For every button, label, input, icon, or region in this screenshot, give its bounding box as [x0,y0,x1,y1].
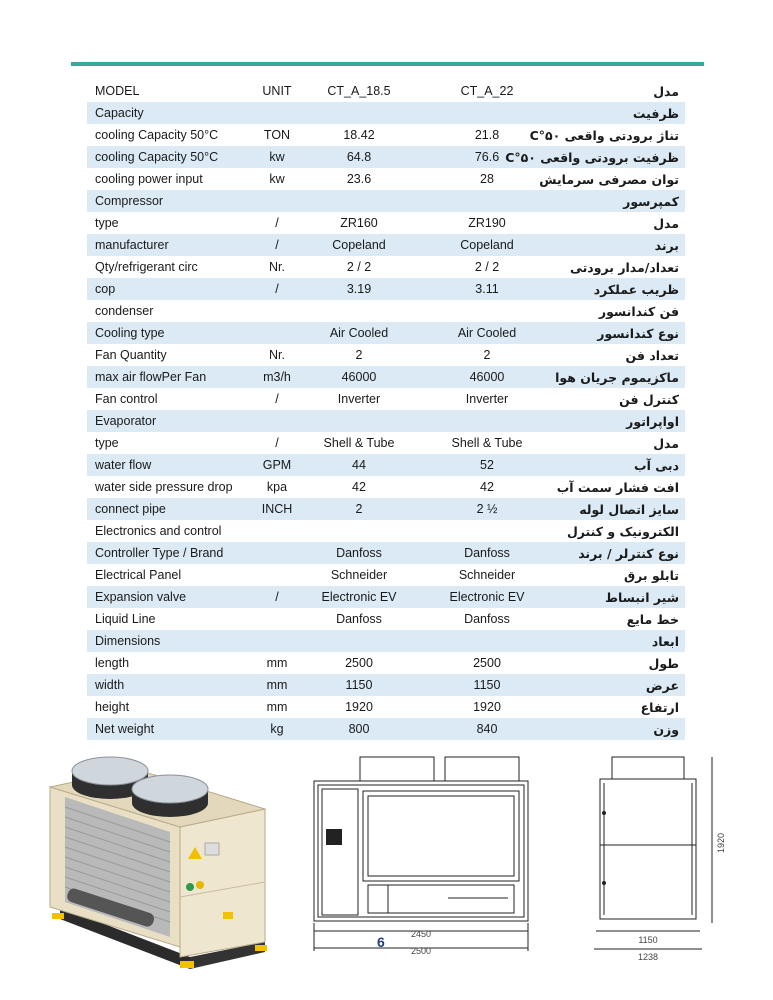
front-dim-outer: 2500 [410,946,432,956]
spec-row [87,564,685,586]
spec-label: Controller Type / Brand [87,542,255,564]
spec-label: length [95,656,130,670]
spec-value-ct-a-18-5: Schneider [330,568,388,582]
spec-row [87,168,685,190]
spec-label: cooling Capacity 50°C [95,128,219,142]
spec-value-ct-a-18-5: 2500 [345,656,373,670]
spec-unit: / [275,216,279,230]
spec-unit: kpa [266,480,288,494]
spec-value-ct-a-18-5: 800 [299,718,419,740]
spec-value-ct-a-22 [419,630,555,652]
spec-label: Qty/refrigerant circ [95,260,198,274]
spec-row [87,454,685,476]
spec-row [87,102,685,124]
spec-value-ct-a-22: 2 [483,348,491,362]
spec-row [87,146,685,168]
spec-label: type [95,436,119,450]
spec-label-fa: نوع کندانسور [555,322,685,344]
spec-unit: INCH [255,498,299,520]
spec-label: width [87,674,255,696]
spec-value-ct-a-18-5: CT_A_18.5 [327,84,391,98]
spec-value-ct-a-22: Air Cooled [419,322,555,344]
spec-unit: / [255,278,299,300]
spec-label: Fan control [95,392,158,406]
spec-value-ct-a-18-5 [299,520,419,542]
spec-label: Capacity [87,102,255,124]
spec-unit: Nr. [269,260,285,274]
spec-value-ct-a-18-5: 1920 [345,700,373,714]
spec-value-ct-a-18-5: 2 [355,348,363,362]
spec-row [87,344,685,366]
spec-value-ct-a-22: 1920 [473,700,501,714]
side-view-drawing [590,753,740,978]
spec-value-ct-a-18-5 [299,190,419,212]
spec-value-ct-a-18-5: 46000 [299,366,419,388]
spec-value-ct-a-22: 21.8 [474,128,500,142]
spec-row [87,674,685,696]
spec-value-ct-a-18-5: 2 [299,498,419,520]
spec-label-fa: تعداد/مدار برودتی [569,259,679,275]
spec-unit: / [275,392,279,406]
spec-label: Fan Quantity [95,348,167,362]
spec-unit: GPM [255,454,299,476]
spec-row [87,388,685,410]
spec-value-ct-a-22: 1150 [419,674,555,696]
spec-row [87,322,685,344]
spec-row [87,80,685,102]
spec-value-ct-a-18-5: 18.42 [343,128,375,142]
spec-label-fa: تابلو برق [623,567,679,583]
spec-value-ct-a-18-5: 1150 [299,674,419,696]
spec-unit: Nr. [269,348,285,362]
spec-row [87,630,685,652]
spec-label: type [95,216,119,230]
page-number: 6 [377,934,385,950]
spec-label-fa: مدل [653,83,679,99]
spec-value-ct-a-18-5 [299,300,419,322]
spec-label-fa: عرض [555,674,685,696]
spec-unit: / [255,586,299,608]
spec-label: MODEL [95,84,140,98]
spec-value-ct-a-18-5: Inverter [337,392,381,406]
spec-value-ct-a-22: 42 [480,480,494,494]
spec-unit: mm [255,674,299,696]
spec-value-ct-a-22: Copeland [419,234,555,256]
spec-label: Cooling type [87,322,255,344]
spec-label-fa: تناژ برودتی واقعی ۵۰°C [529,127,679,143]
side-dim-inner: 1150 [638,935,658,945]
spec-value-ct-a-22: ZR190 [468,216,506,230]
spec-value-ct-a-18-5: 2 / 2 [346,260,372,274]
spec-value-ct-a-22: Inverter [465,392,509,406]
spec-label-fa: برند [555,234,685,256]
spec-unit: kw [269,172,285,186]
spec-row [87,718,685,740]
spec-label-fa: ظریب عملکرد [555,278,685,300]
spec-label-fa: الکترونیک و کنترل [566,523,679,539]
spec-value-ct-a-22: Electronic EV [419,586,555,608]
spec-label: connect pipe [87,498,255,520]
spec-label-fa: کنترل فن [619,391,679,407]
spec-value-ct-a-22: 76.6 [419,146,555,168]
spec-label-fa: سایز اتصال لوله [555,498,685,520]
spec-value-ct-a-22: 3.11 [419,278,555,300]
spec-unit [255,300,299,322]
spec-label-fa: ظرفیت برودتی واقعی ۵۰°C [555,146,685,168]
spec-value-ct-a-22: Schneider [458,568,516,582]
spec-label: max air flowPer Fan [87,366,255,388]
spec-label: Electrical Panel [95,568,182,582]
spec-label-fa: توان مصرفی سرمایش [539,171,679,187]
spec-unit [255,630,299,652]
front-view-drawing [308,753,538,978]
spec-label-fa: شیر انبساط [555,586,685,608]
spec-row [87,432,685,454]
spec-value-ct-a-22: 840 [419,718,555,740]
spec-row [87,696,685,718]
spec-value-ct-a-18-5 [299,410,419,432]
spec-value-ct-a-18-5 [299,102,419,124]
header-accent-bar [71,62,704,66]
spec-unit: UNIT [262,84,292,98]
spec-label-fa: نوع کنترلر / برند [555,542,685,564]
spec-unit: TON [263,128,291,142]
spec-value-ct-a-18-5: Electronic EV [299,586,419,608]
spec-table [87,80,685,740]
spec-row [87,300,685,322]
spec-value-ct-a-22: 2 ½ [419,498,555,520]
spec-row [87,586,685,608]
spec-unit [255,608,299,630]
spec-label: Compressor [87,190,255,212]
spec-value-ct-a-18-5: Air Cooled [299,322,419,344]
spec-label-fa: وزن [555,718,685,740]
spec-row [87,608,685,630]
spec-label-fa: مدل [653,435,679,451]
spec-label: cooling power input [95,172,203,186]
spec-label-fa: اواپراتور [555,410,685,432]
spec-label-fa: فن کندانسور [598,303,679,319]
spec-value-ct-a-22: 28 [480,172,494,186]
spec-label: Evaporator [87,410,255,432]
spec-value-ct-a-18-5: 64.8 [299,146,419,168]
spec-label: manufacturer [87,234,255,256]
spec-label-fa: تعداد فن [625,347,679,363]
spec-value-ct-a-18-5: Danfoss [299,542,419,564]
spec-value-ct-a-22 [419,410,555,432]
spec-row [87,256,685,278]
spec-value-ct-a-22: 52 [419,454,555,476]
spec-value-ct-a-18-5: 42 [352,480,366,494]
spec-label-fa: کمپرسور [555,190,685,212]
spec-label-fa: خط مایع [626,611,679,627]
spec-label-fa: مدل [653,215,679,231]
spec-label-fa: طول [648,655,679,671]
spec-label-fa: ماکزیموم جریان هوا [555,366,685,388]
spec-label-fa: ظرفیت [555,102,685,124]
spec-label-fa: ارتفاع [640,699,679,715]
spec-label: water side pressure drop [95,480,233,494]
spec-row [87,124,685,146]
spec-value-ct-a-22 [419,300,555,322]
side-dim-outer: 1238 [637,952,659,962]
spec-value-ct-a-18-5: Copeland [299,234,419,256]
spec-row [87,476,685,498]
spec-unit: / [255,234,299,256]
spec-unit: kg [255,718,299,740]
spec-unit [255,564,299,586]
spec-label-fa: ابعاد [555,630,685,652]
spec-row [87,366,685,388]
spec-unit: mm [266,656,288,670]
spec-value-ct-a-22: CT_A_22 [460,84,514,98]
spec-value-ct-a-22 [419,190,555,212]
spec-unit: / [275,436,279,450]
spec-unit [255,190,299,212]
spec-label: Dimensions [87,630,255,652]
spec-value-ct-a-18-5: Danfoss [336,612,382,626]
spec-unit [255,410,299,432]
spec-value-ct-a-22: Danfoss [419,542,555,564]
spec-unit [255,322,299,344]
spec-row [87,190,685,212]
figures-area [0,745,773,1000]
spec-value-ct-a-18-5: ZR160 [340,216,378,230]
spec-value-ct-a-18-5: 3.19 [299,278,419,300]
spec-label-fa: دبی آب [555,454,685,476]
spec-unit [255,102,299,124]
spec-unit [255,542,299,564]
spec-unit: kw [255,146,299,168]
spec-row [87,278,685,300]
spec-label: height [95,700,130,714]
spec-value-ct-a-22: Danfoss [464,612,510,626]
spec-value-ct-a-22: 46000 [419,366,555,388]
spec-label: Electronics and control [95,524,222,538]
spec-label: Expansion valve [87,586,255,608]
spec-unit: mm [266,700,288,714]
spec-label-fa: افت فشار سمت آب [556,479,679,495]
spec-label: cop [87,278,255,300]
spec-row [87,212,685,234]
spec-value-ct-a-22: 2500 [473,656,501,670]
spec-row [87,498,685,520]
spec-row [87,652,685,674]
spec-value-ct-a-22 [419,102,555,124]
side-dim-height: 1920 [716,832,726,854]
chiller-render [40,747,310,982]
spec-row [87,520,685,542]
spec-value-ct-a-18-5: Shell & Tube [323,436,395,450]
spec-value-ct-a-22: 2 / 2 [474,260,500,274]
spec-label: water flow [87,454,255,476]
spec-value-ct-a-18-5: 44 [299,454,419,476]
spec-label: condenser [95,304,154,318]
spec-row [87,410,685,432]
spec-label: cooling Capacity 50°C [87,146,255,168]
spec-value-ct-a-18-5 [299,630,419,652]
spec-label: Net weight [87,718,255,740]
front-dim-inner: 2450 [410,929,432,939]
spec-value-ct-a-22: Shell & Tube [451,436,523,450]
spec-label: Liquid Line [95,612,156,626]
spec-unit [255,520,299,542]
spec-row [87,542,685,564]
spec-value-ct-a-18-5: 23.6 [346,172,372,186]
spec-unit: m3/h [255,366,299,388]
spec-row [87,234,685,256]
spec-value-ct-a-22 [419,520,555,542]
